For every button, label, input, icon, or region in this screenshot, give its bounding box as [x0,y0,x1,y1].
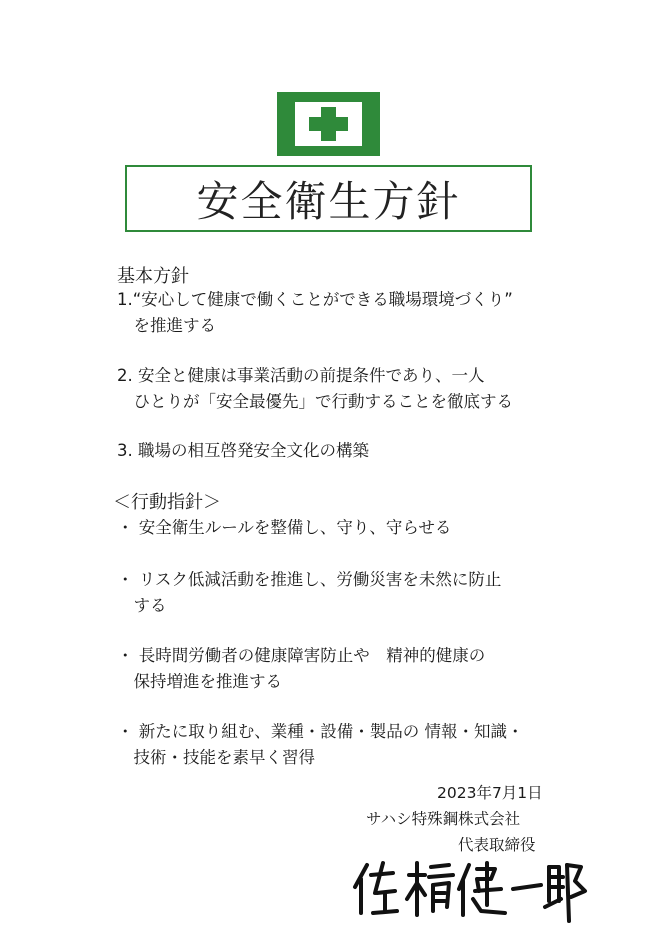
basic-policy-item-1-line2: を推進する [117,316,216,335]
action-item-3-line1: ・ 長時間労働者の健康障害防止や 精神的健康の [117,646,486,665]
action-item-4-line2: 技術・技能を素早く習得 [117,748,315,767]
basic-policy-item-1-line1: 1.“安心して健康で働くことができる職場環境づくり” [117,290,513,309]
page-title: 安全衛生方針 [196,176,461,226]
action-item-1-line1: ・ 安全衛生ルールを整備し、守り、守らせる [117,518,452,537]
action-guidelines-heading: ＜行動指針＞ [113,492,221,513]
action-item-3-line2: 保持増進を推進する [117,672,282,691]
action-item-4-line1: ・ 新たに取り組む、業種・設備・製品の 情報・知識・ [117,722,524,741]
company-name: サハシ特殊鋼株式会社 [366,810,521,828]
action-item-2-line1: ・ リスク低減活動を推進し、労働災害を未然に防止 [117,570,502,589]
basic-policy-heading: 基本方針 [117,266,189,287]
title-box [125,165,532,232]
basic-policy-item-2-line2: ひとりが「安全最優先」で行動することを徹底する [117,392,513,411]
basic-policy-item-2-line1: 2. 安全と健康は事業活動の前提条件であり、一人 [117,366,485,385]
action-item-2-line2: する [117,596,167,615]
basic-policy-item-3-line1: 3. 職場の相互啓発安全文化の構築 [117,441,369,460]
issue-date: 2023年7月1日 [437,784,543,802]
representative-role: 代表取締役 [458,836,536,854]
handwritten-signature [345,845,595,925]
green-cross-flag-icon [277,92,380,156]
